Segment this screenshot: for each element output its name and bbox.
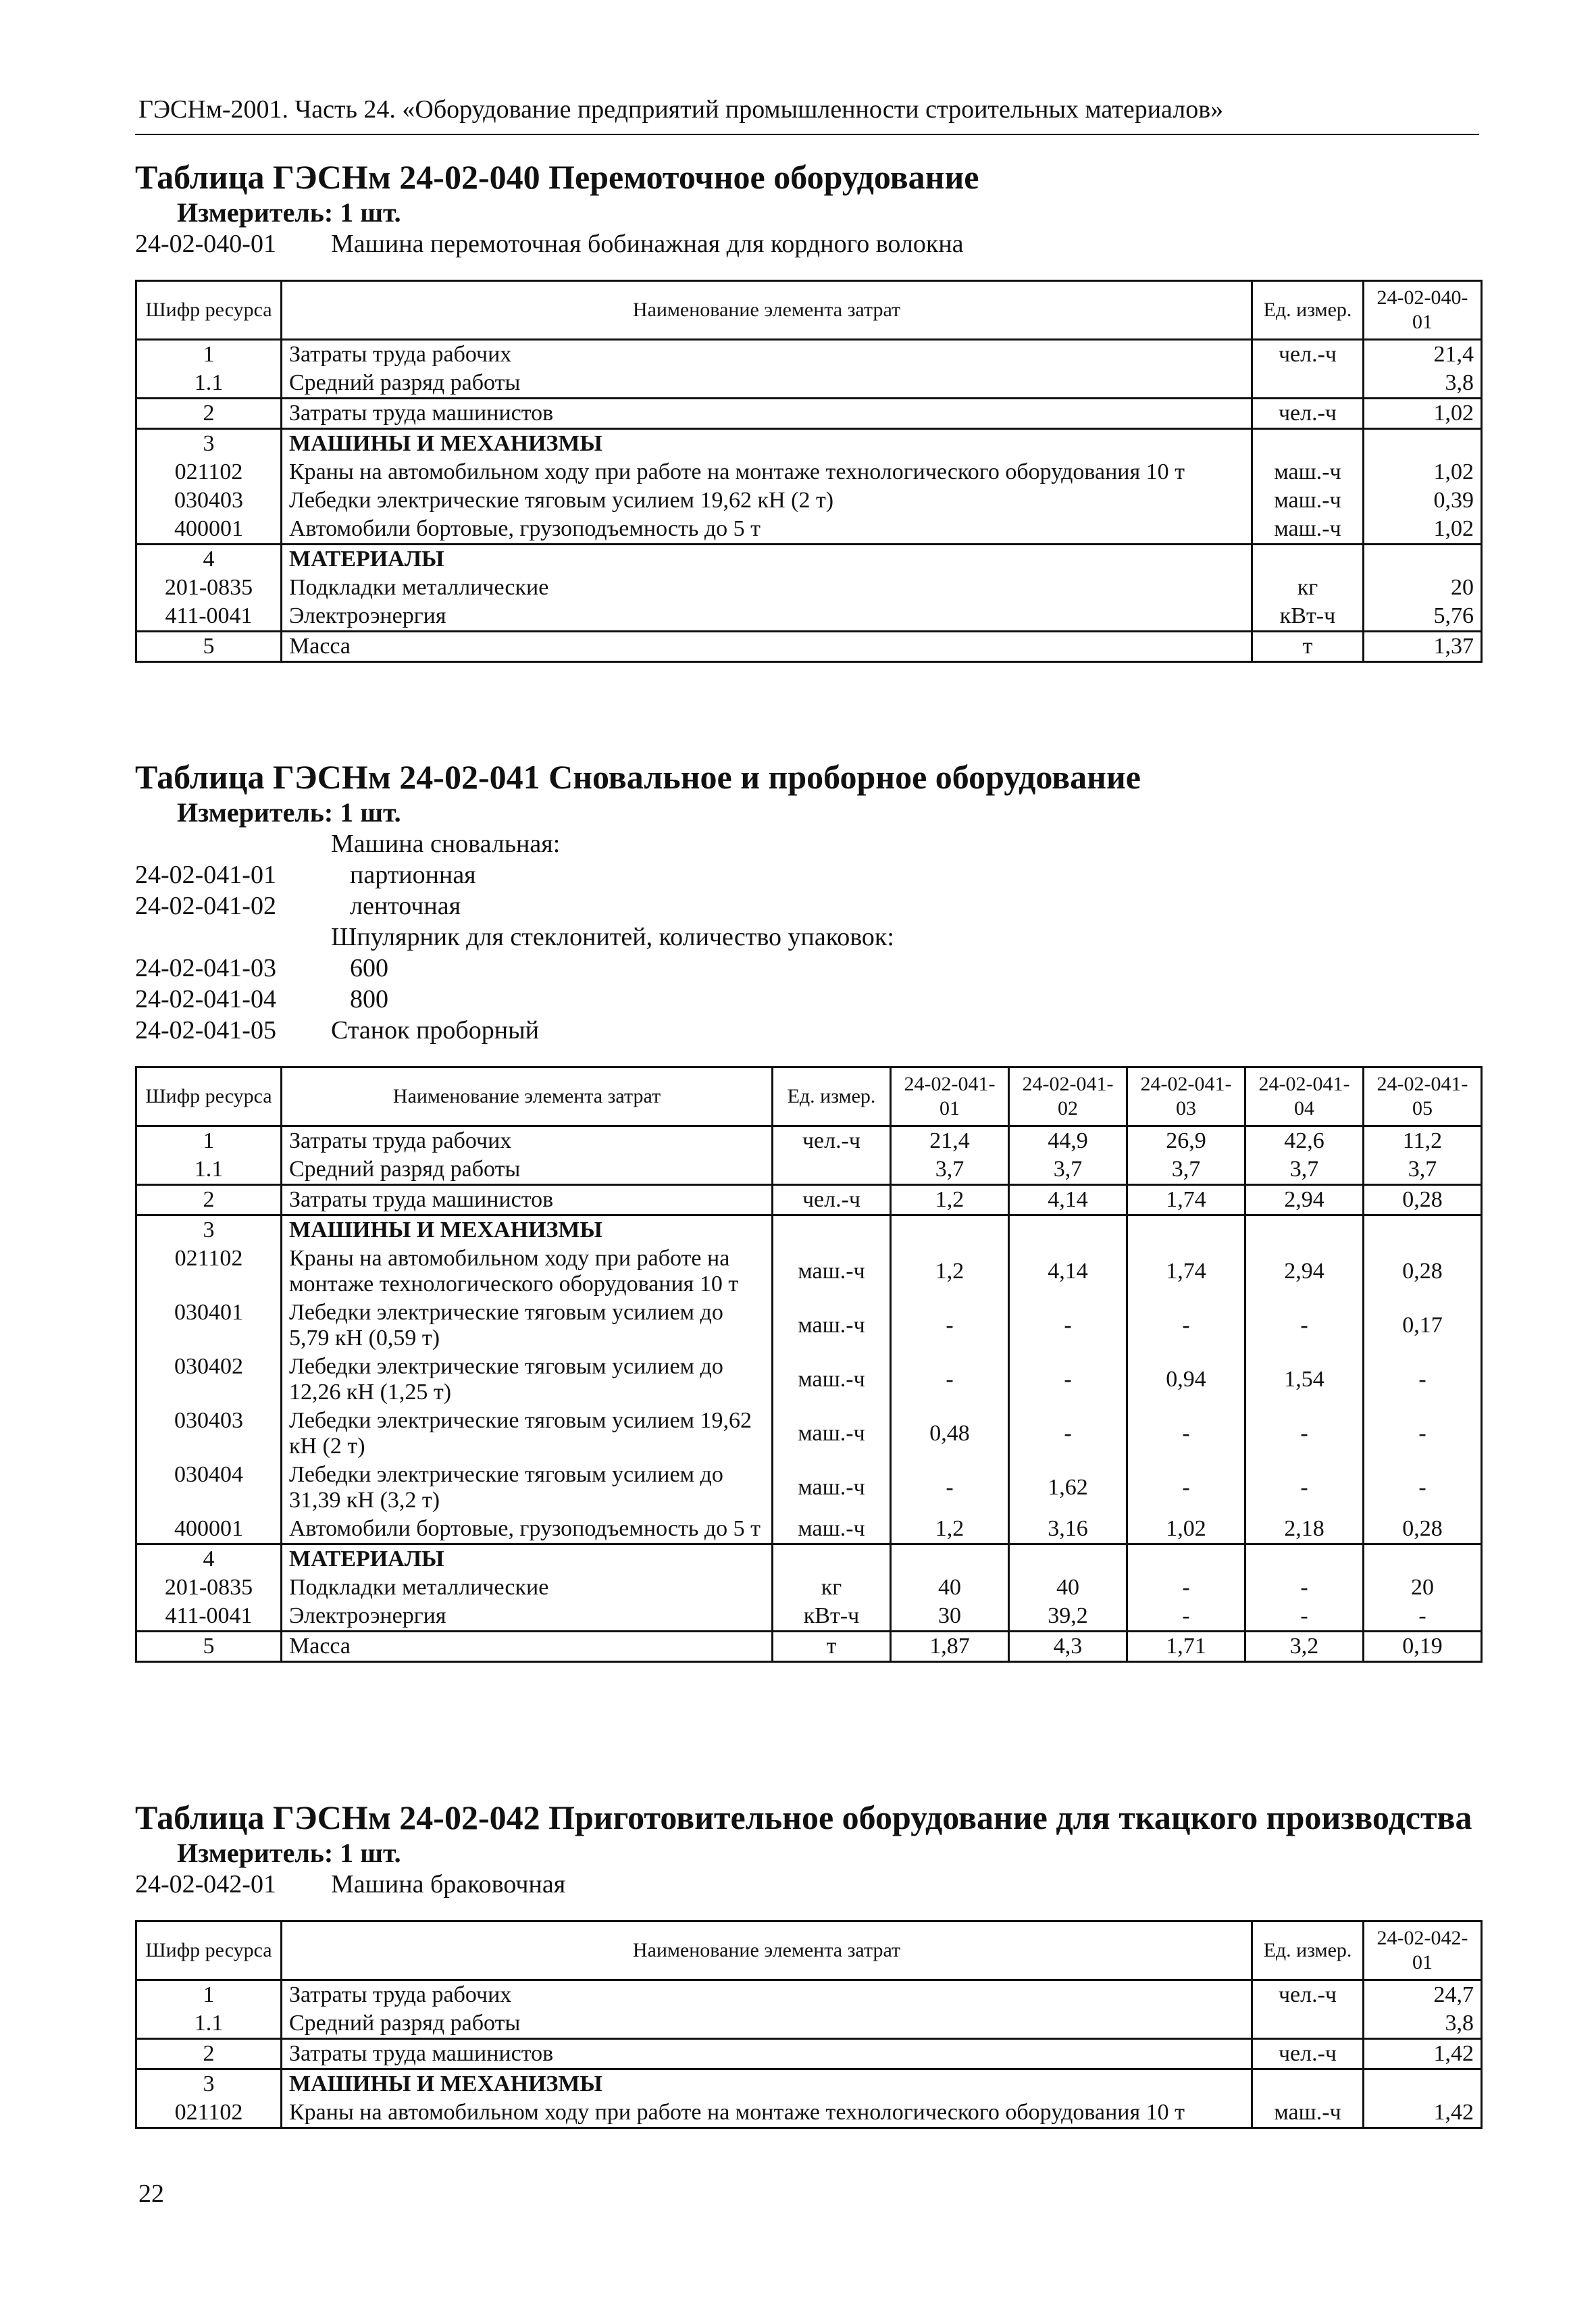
code: 24-02-040-01 [135, 230, 276, 258]
header-rule [135, 134, 1479, 135]
cell-unit: чел.-ч [1252, 399, 1364, 429]
cell-code: 3 [136, 1215, 282, 1245]
cell-value: - [1009, 1299, 1127, 1353]
measure-unit: Измеритель: 1 шт. [177, 1838, 401, 1868]
cell-unit [773, 1215, 891, 1245]
cell-value: 20 [1364, 1574, 1482, 1602]
header-value: 24-02-041-03 [1127, 1067, 1245, 1126]
cell-value [1009, 1215, 1127, 1245]
section-24-02-042 [135, 1797, 1483, 2129]
cell-value: - [1364, 1602, 1482, 1632]
running-head: ГЭСНм-2001. Часть 24. «Оборудование предприятий промышленности строительных материалов» [138, 95, 1224, 124]
cell-value: 21,4 [1364, 340, 1482, 370]
cell-value: - [891, 1461, 1009, 1515]
cell-value: 4,3 [1009, 1632, 1127, 1662]
cell-value: 1,02 [1364, 458, 1482, 486]
cell-value [1127, 1215, 1245, 1245]
cell-name: Средний разряд работы [282, 369, 1252, 399]
table-row [136, 515, 1482, 545]
table-row [136, 429, 1482, 459]
cell-name: Лебедки электрические тяговым усилием до 5,79 кН (0,59 т) [282, 1299, 773, 1353]
cell-name: МАШИНЫ И МЕХАНИЗМЫ [282, 2069, 1252, 2099]
cell-unit: маш.-ч [773, 1407, 891, 1461]
table-row [136, 2098, 1482, 2128]
code-list [135, 228, 1483, 259]
cell-value [1364, 2069, 1482, 2099]
cell-code: 1.1 [136, 369, 282, 399]
cell-unit [1252, 369, 1364, 399]
cell-value: 2,94 [1245, 1185, 1364, 1215]
cell-code: 1 [136, 1980, 282, 2010]
table-header-row [136, 1067, 1482, 1126]
table-row [136, 1574, 1482, 1602]
cell-value: 2,18 [1245, 1515, 1364, 1544]
table-title: Таблица ГЭСНм 24-02-042 Приготовительное оборудование для ткацкого производства [135, 1799, 1472, 1836]
code-list [135, 1869, 1483, 1900]
header-code: Шифр ресурса [136, 1921, 282, 1980]
cell-code: 411-0041 [136, 602, 282, 632]
code-name: партионная [350, 861, 476, 889]
cell-unit: маш.-ч [1252, 458, 1364, 486]
table-row [136, 2009, 1482, 2039]
cell-value: 30 [891, 1602, 1009, 1632]
cell-unit [773, 1155, 891, 1185]
code-name: Машина сновальная: [331, 830, 561, 858]
cell-value: - [1245, 1407, 1364, 1461]
code-name: 600 [350, 954, 388, 982]
cell-value: 0,28 [1364, 1244, 1482, 1299]
cell-value [1364, 429, 1482, 459]
cell-code: 411-0041 [136, 1602, 282, 1632]
table-row [136, 632, 1482, 662]
cell-name: Электроэнергия [282, 1602, 773, 1632]
table-body [136, 1921, 1482, 2128]
cell-code: 4 [136, 1544, 282, 1574]
cell-name: Средний разряд работы [282, 2009, 1252, 2039]
header-name: Наименование элемента затрат [282, 1067, 773, 1126]
cell-name: Лебедки электрические тяговым усилием до 31,39 кН (3,2 т) [282, 1461, 773, 1515]
table-row [136, 574, 1482, 602]
cell-name: Масса [282, 1632, 773, 1662]
cell-value: 1,02 [1364, 515, 1482, 545]
table-row [136, 1244, 1482, 1299]
cell-value: 1,74 [1127, 1244, 1245, 1299]
cell-value: 1,87 [891, 1632, 1009, 1662]
cell-name: Лебедки электрические тяговым усилием до 12,26 кН (1,25 т) [282, 1353, 773, 1407]
cell-unit [1252, 429, 1364, 459]
cell-value: 4,14 [1009, 1185, 1127, 1215]
cell-value: - [1127, 1602, 1245, 1632]
cell-name: Автомобили бортовые, грузоподъемность до 5 т [282, 1515, 773, 1544]
cell-value [1364, 1544, 1482, 1574]
table-row [136, 1155, 1482, 1185]
cell-value: 3,16 [1009, 1515, 1127, 1544]
code: 24-02-041-02 [135, 892, 276, 920]
cell-unit: кг [773, 1574, 891, 1602]
cell-unit: т [1252, 632, 1364, 662]
code-list [135, 828, 1483, 1046]
cell-name: Лебедки электрические тяговым усилием 19,62 кН (2 т) [282, 1407, 773, 1461]
cell-value: - [891, 1353, 1009, 1407]
cell-value [1245, 1544, 1364, 1574]
cell-value: - [1127, 1574, 1245, 1602]
cell-name: Краны на автомобильном ходу при работе на монтаже технологического оборудования 10 т [282, 1244, 773, 1299]
cell-unit: кВт-ч [1252, 602, 1364, 632]
table-row [136, 1126, 1482, 1156]
cell-name: Затраты труда рабочих [282, 1126, 773, 1156]
cell-name: Затраты труда рабочих [282, 1980, 1252, 2010]
header-value: 24-02-042-01 [1364, 1921, 1482, 1980]
table-row [136, 1602, 1482, 1632]
cell-value: 1,74 [1127, 1185, 1245, 1215]
cell-value: 3,7 [1009, 1155, 1127, 1185]
cell-unit: т [773, 1632, 891, 1662]
cell-unit: чел.-ч [1252, 1980, 1364, 2010]
table-row [136, 458, 1482, 486]
table-row [136, 545, 1482, 574]
code: 24-02-042-01 [135, 1870, 276, 1898]
cell-name: МАТЕРИАЛЫ [282, 1544, 773, 1574]
cell-value: 1,42 [1364, 2098, 1482, 2128]
cell-value: - [891, 1299, 1009, 1353]
cell-value: 1,54 [1245, 1353, 1364, 1407]
cell-value: 3,8 [1364, 2009, 1482, 2039]
cell-code: 030403 [136, 1407, 282, 1461]
cell-value: - [1127, 1407, 1245, 1461]
cell-name: Автомобили бортовые, грузоподъемность до 5 т [282, 515, 1252, 545]
cell-value: 20 [1364, 574, 1482, 602]
table-row [136, 1215, 1482, 1245]
header-value: 24-02-040-01 [1364, 281, 1482, 340]
cost-table-041 [135, 1066, 1483, 1663]
cell-name: Лебедки электрические тяговым усилием 19,62 кН (2 т) [282, 486, 1252, 515]
cell-unit: чел.-ч [773, 1185, 891, 1215]
code-name: Машина браковочная [331, 1870, 566, 1898]
cell-value: 1,2 [891, 1244, 1009, 1299]
cell-unit: маш.-ч [773, 1515, 891, 1544]
cell-value: - [1245, 1461, 1364, 1515]
table-row [136, 1515, 1482, 1544]
table-row [136, 340, 1482, 370]
cell-code: 201-0835 [136, 1574, 282, 1602]
cell-value: 40 [891, 1574, 1009, 1602]
table-row [136, 486, 1482, 515]
table-row [136, 369, 1482, 399]
header-value: 24-02-041-01 [891, 1067, 1009, 1126]
cell-code: 021102 [136, 458, 282, 486]
cell-value: 1,02 [1364, 399, 1482, 429]
cell-code: 030403 [136, 486, 282, 515]
cell-value: - [1127, 1461, 1245, 1515]
header-unit: Ед. измер. [773, 1067, 891, 1126]
cost-table-040 [135, 280, 1483, 663]
cell-value: 3,7 [891, 1155, 1009, 1185]
cell-value: 0,94 [1127, 1353, 1245, 1407]
cell-value [1009, 1544, 1127, 1574]
cell-code: 1.1 [136, 1155, 282, 1185]
table-header-row [136, 1921, 1482, 1980]
table-title: Таблица ГЭСНм 24-02-041 Сновальное и проборное оборудование [135, 758, 1141, 796]
cell-name: Подкладки металлические [282, 574, 1252, 602]
cell-name: Затраты труда машинистов [282, 399, 1252, 429]
code-name: 800 [350, 985, 388, 1013]
cell-code: 2 [136, 399, 282, 429]
cell-code: 021102 [136, 1244, 282, 1299]
cell-value: 3,7 [1127, 1155, 1245, 1185]
cell-value: 40 [1009, 1574, 1127, 1602]
cell-name: Краны на автомобильном ходу при работе на монтаже технологического оборудования 10 т [282, 2098, 1252, 2128]
cell-value: 3,8 [1364, 369, 1482, 399]
measure-unit: Измеритель: 1 шт. [177, 797, 401, 828]
header-code: Шифр ресурса [136, 1067, 282, 1126]
code-name: ленточная [350, 892, 461, 920]
cell-code: 400001 [136, 1515, 282, 1544]
cell-value: 0,48 [891, 1407, 1009, 1461]
table-title: Таблица ГЭСНм 24-02-040 Перемоточное оборудование [135, 158, 979, 196]
table-row [136, 1407, 1482, 1461]
table-row [136, 1632, 1482, 1662]
cell-value: 1,62 [1009, 1461, 1127, 1515]
table-row [136, 1980, 1482, 2010]
cell-value: - [1009, 1407, 1127, 1461]
cost-table-042 [135, 1920, 1483, 2129]
cell-value: - [1245, 1574, 1364, 1602]
table-row [136, 602, 1482, 632]
cell-unit: маш.-ч [773, 1353, 891, 1407]
table-row [136, 1461, 1482, 1515]
cell-value: 1,2 [891, 1185, 1009, 1215]
code-name: Шпулярник для стеклонитей, количество упаковок: [331, 923, 894, 951]
cell-value: 0,17 [1364, 1299, 1482, 1353]
cell-unit: маш.-ч [773, 1244, 891, 1299]
cell-value: - [1009, 1353, 1127, 1407]
cell-unit [773, 1544, 891, 1574]
cell-value: 11,2 [1364, 1126, 1482, 1156]
section-24-02-040 [135, 157, 1483, 663]
cell-name: Электроэнергия [282, 602, 1252, 632]
cell-code: 1.1 [136, 2009, 282, 2039]
cell-code: 1 [136, 1126, 282, 1156]
header-unit: Ед. измер. [1252, 281, 1364, 340]
cell-value: 1,02 [1127, 1515, 1245, 1544]
cell-code: 5 [136, 632, 282, 662]
page-number: 22 [138, 2180, 164, 2208]
code: 24-02-041-03 [135, 954, 276, 982]
cell-value: 4,14 [1009, 1244, 1127, 1299]
cell-name: Затраты труда рабочих [282, 340, 1252, 370]
cell-unit: маш.-ч [1252, 2098, 1364, 2128]
cell-name: МАШИНЫ И МЕХАНИЗМЫ [282, 1215, 773, 1245]
header-code: Шифр ресурса [136, 281, 282, 340]
cell-code: 1 [136, 340, 282, 370]
cell-code: 030401 [136, 1299, 282, 1353]
cell-code: 400001 [136, 515, 282, 545]
header-value: 24-02-041-04 [1245, 1067, 1364, 1126]
cell-value: 1,71 [1127, 1632, 1245, 1662]
code [135, 828, 331, 859]
cell-code: 030404 [136, 1461, 282, 1515]
code-name: Машина перемоточная бобинажная для кордного волокна [331, 230, 964, 258]
table-header-row [136, 281, 1482, 340]
cell-unit: маш.-ч [1252, 515, 1364, 545]
cell-value [891, 1215, 1009, 1245]
cell-value: 1,42 [1364, 2039, 1482, 2069]
cell-code: 4 [136, 545, 282, 574]
cell-name: Затраты труда машинистов [282, 2039, 1252, 2069]
cell-name: Краны на автомобильном ходу при работе на монтаже технологического оборудования 10 т [282, 458, 1252, 486]
code: 24-02-041-01 [135, 861, 276, 889]
cell-value: 24,7 [1364, 1980, 1482, 2010]
cell-unit: маш.-ч [773, 1461, 891, 1515]
cell-value: 3,7 [1245, 1155, 1364, 1185]
cell-unit: чел.-ч [1252, 2039, 1364, 2069]
cell-value [891, 1544, 1009, 1574]
cell-code: 021102 [136, 2098, 282, 2128]
cell-code: 2 [136, 2039, 282, 2069]
cell-value: - [1245, 1299, 1364, 1353]
code [135, 922, 331, 953]
cell-value: 42,6 [1245, 1126, 1364, 1156]
cell-code: 5 [136, 1632, 282, 1662]
cell-name: МАШИНЫ И МЕХАНИЗМЫ [282, 429, 1252, 459]
cell-name: МАТЕРИАЛЫ [282, 545, 1252, 574]
code-name: Станок проборный [331, 1016, 539, 1045]
code: 24-02-041-04 [135, 985, 276, 1013]
cell-value: 0,28 [1364, 1515, 1482, 1544]
table-row [136, 2039, 1482, 2069]
cell-unit: маш.-ч [1252, 486, 1364, 515]
header-name: Наименование элемента затрат [282, 1921, 1252, 1980]
cell-unit: чел.-ч [1252, 340, 1364, 370]
cell-unit [1252, 2009, 1364, 2039]
cell-value: 3,2 [1245, 1632, 1364, 1662]
cell-value: 0,39 [1364, 486, 1482, 515]
header-value: 24-02-041-02 [1009, 1067, 1127, 1126]
header-value: 24-02-041-05 [1364, 1067, 1482, 1126]
table-row [136, 1299, 1482, 1353]
cell-code: 201-0835 [136, 574, 282, 602]
table-row [136, 1353, 1482, 1407]
table-body [136, 281, 1482, 662]
cell-value: - [1245, 1602, 1364, 1632]
cell-value: - [1127, 1299, 1245, 1353]
cell-value [1364, 1215, 1482, 1245]
cell-value: 21,4 [891, 1126, 1009, 1156]
code: 24-02-041-05 [135, 1016, 276, 1045]
cell-value: - [1364, 1353, 1482, 1407]
cell-unit: кг [1252, 574, 1364, 602]
cell-value: 39,2 [1009, 1602, 1127, 1632]
table-row [136, 1185, 1482, 1215]
cell-value: 0,28 [1364, 1185, 1482, 1215]
table-body [136, 1067, 1482, 1662]
table-row [136, 399, 1482, 429]
header-name: Наименование элемента затрат [282, 281, 1252, 340]
cell-value: 1,2 [891, 1515, 1009, 1544]
section-24-02-041 [135, 757, 1483, 1663]
cell-name: Масса [282, 632, 1252, 662]
cell-unit: чел.-ч [773, 1126, 891, 1156]
measure-unit: Измеритель: 1 шт. [177, 197, 401, 228]
cell-name: Подкладки металлические [282, 1574, 773, 1602]
cell-value: 44,9 [1009, 1126, 1127, 1156]
cell-name: Средний разряд работы [282, 1155, 773, 1185]
cell-value: 5,76 [1364, 602, 1482, 632]
cell-value: 3,7 [1364, 1155, 1482, 1185]
cell-code: 2 [136, 1185, 282, 1215]
cell-value: - [1364, 1407, 1482, 1461]
cell-value [1127, 1544, 1245, 1574]
cell-value: 1,37 [1364, 632, 1482, 662]
cell-code: 3 [136, 2069, 282, 2099]
header-unit: Ед. измер. [1252, 1921, 1364, 1980]
cell-name: Затраты труда машинистов [282, 1185, 773, 1215]
cell-value: 0,19 [1364, 1632, 1482, 1662]
cell-value: 2,94 [1245, 1244, 1364, 1299]
table-row [136, 1544, 1482, 1574]
cell-code: 3 [136, 429, 282, 459]
cell-unit [1252, 545, 1364, 574]
cell-value: - [1364, 1461, 1482, 1515]
cell-value [1245, 1215, 1364, 1245]
cell-value: 26,9 [1127, 1126, 1245, 1156]
cell-unit: маш.-ч [773, 1299, 891, 1353]
cell-code: 030402 [136, 1353, 282, 1407]
cell-unit: кВт-ч [773, 1602, 891, 1632]
cell-value [1364, 545, 1482, 574]
cell-unit [1252, 2069, 1364, 2099]
table-row [136, 2069, 1482, 2099]
